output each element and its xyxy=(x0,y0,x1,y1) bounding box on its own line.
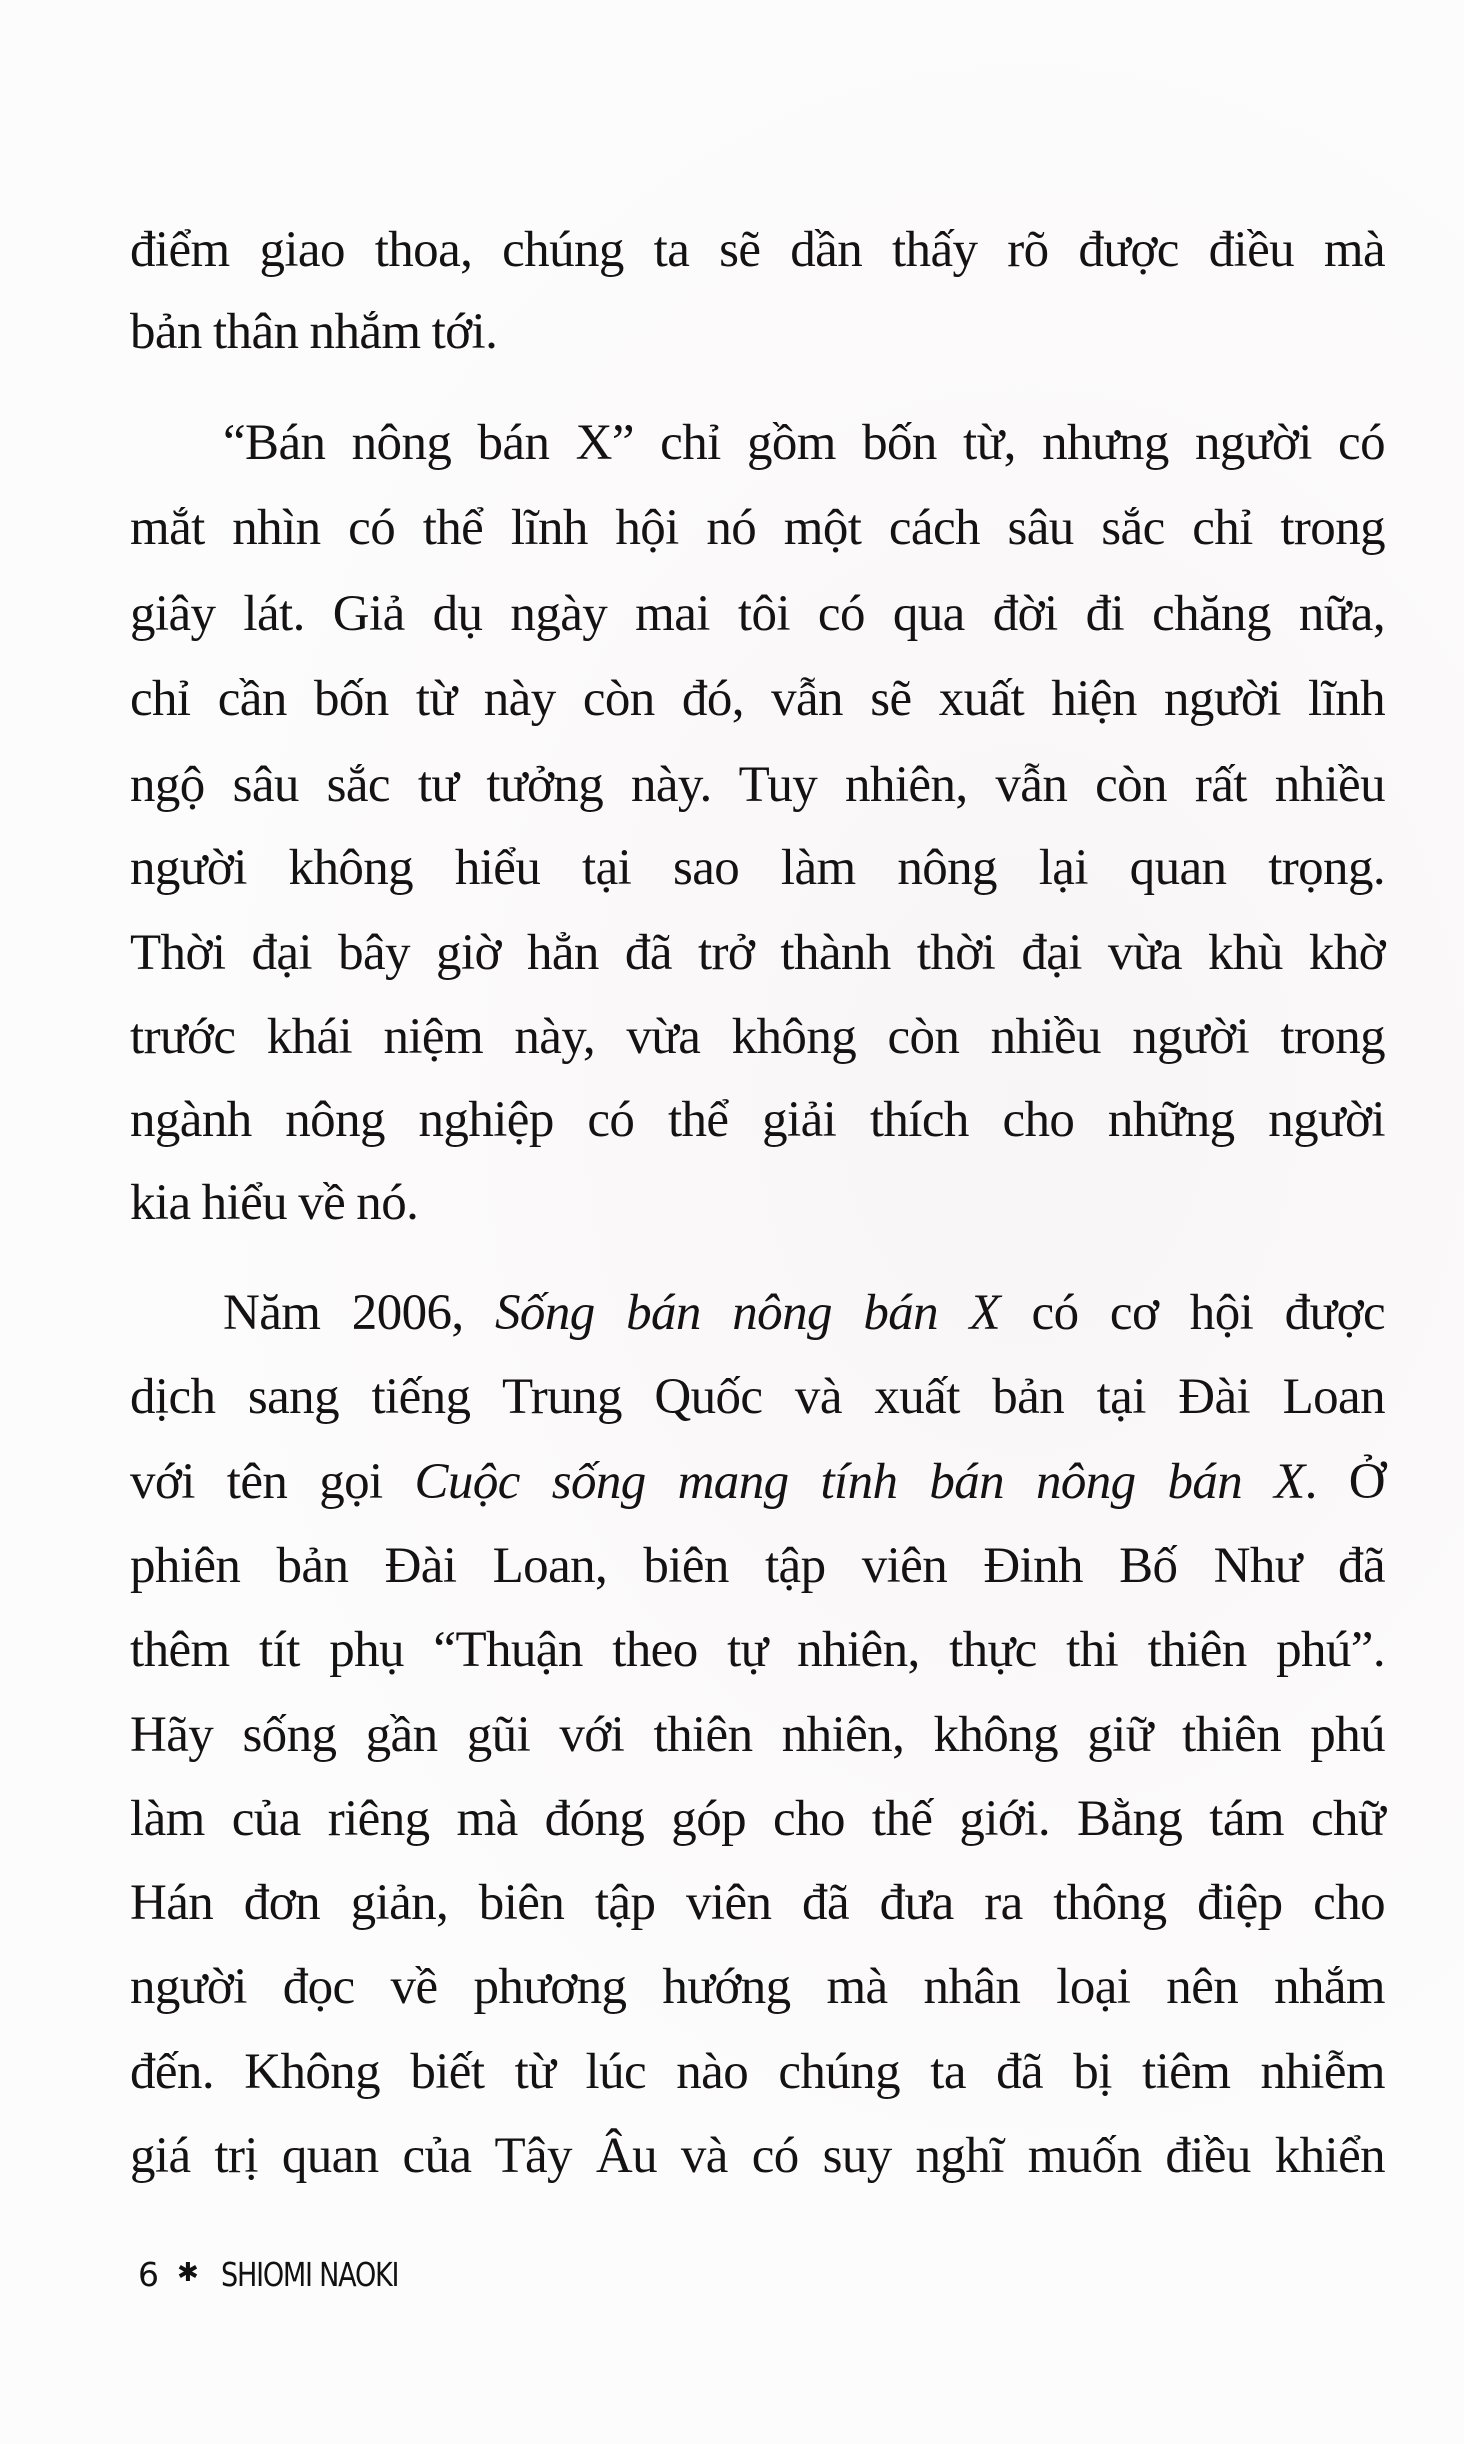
text-segment: chỉ cần bốn từ này còn đó, vẫn sẽ xuất hiện người lĩnh xyxy=(130,671,1385,727)
text-line xyxy=(223,401,1385,485)
text-segment: Hán đơn giản, biên tập viên đã đưa ra thông điệp cho xyxy=(130,1875,1385,1931)
text-segment: . Ở xyxy=(1304,1454,1385,1510)
text-line xyxy=(130,743,1385,827)
text-line xyxy=(130,1608,1385,1692)
text-line xyxy=(130,486,1385,570)
text-segment: Hãy sống gần gũi với thiên nhiên, không giữ thiên phú xyxy=(130,1707,1385,1763)
text-line xyxy=(130,1693,1385,1777)
text-segment: thêm tít phụ “Thuận theo tự nhiên, thực thi thiên phú”. xyxy=(130,1622,1385,1678)
text-line xyxy=(130,1524,1385,1608)
text-line xyxy=(130,572,1385,656)
text-segment: Năm 2006, xyxy=(223,1285,496,1341)
text-line xyxy=(130,290,1385,374)
page-footer xyxy=(138,2254,437,2294)
text-segment: kia hiểu về nó. xyxy=(130,1175,419,1231)
text-line xyxy=(130,826,1385,910)
text-line xyxy=(130,995,1385,1079)
text-line xyxy=(130,1945,1385,2029)
text-segment: dịch sang tiếng Trung Quốc và xuất bản tại Đài Loan xyxy=(130,1369,1385,1425)
text-line xyxy=(223,1271,1385,1355)
text-line xyxy=(130,2114,1385,2198)
text-segment: làm của riêng mà đóng góp cho thế giới. Bằng tám chữ xyxy=(130,1791,1385,1847)
italic-title: Cuộc sống mang tính bán nông bán X xyxy=(414,1454,1305,1510)
text-line xyxy=(130,1440,1385,1524)
text-segment: bản thân nhắm tới. xyxy=(130,304,498,360)
text-line xyxy=(130,208,1385,292)
text-line xyxy=(130,1861,1385,1945)
text-segment: người không hiểu tại sao làm nông lại quan trọng. xyxy=(130,840,1385,896)
text-segment: đến. Không biết từ lúc nào chúng ta đã bị tiêm nhiễm xyxy=(130,2044,1385,2100)
text-segment: trước khái niệm này, vừa không còn nhiều người trong xyxy=(130,1009,1385,1065)
text-line xyxy=(130,2030,1385,2114)
author-name: SHIOMI NAOKI xyxy=(220,2254,399,2294)
text-segment: “Bán nông bán X” chỉ gồm bốn từ, nhưng người có xyxy=(223,415,1385,471)
text-line xyxy=(130,1777,1385,1861)
text-segment: người đọc về phương hướng mà nhân loại nên nhắm xyxy=(130,1959,1385,2015)
text-segment: ngành nông nghiệp có thể giải thích cho những người xyxy=(130,1092,1385,1148)
text-segment: với tên gọi xyxy=(130,1454,415,1510)
text-line xyxy=(130,1078,1385,1162)
text-line xyxy=(130,657,1385,741)
text-segment: điểm giao thoa, chúng ta sẽ dần thấy rõ được điều mà xyxy=(130,222,1385,278)
text-line xyxy=(130,1161,1385,1245)
asterisk-icon: ✱ xyxy=(177,2258,199,2288)
page-number: 6 xyxy=(138,2254,159,2294)
italic-title: Sống bán nông bán X xyxy=(495,1285,1001,1341)
text-segment: phiên bản Đài Loan, biên tập viên Đinh Bố Như đã xyxy=(130,1538,1385,1594)
text-segment: có cơ hội được xyxy=(1000,1285,1385,1341)
text-line xyxy=(130,1355,1385,1439)
text-segment: mắt nhìn có thể lĩnh hội nó một cách sâu sắc chỉ trong xyxy=(130,500,1385,556)
text-line xyxy=(130,911,1385,995)
text-segment: Thời đại bây giờ hẳn đã trở thành thời đại vừa khù khờ xyxy=(130,925,1385,981)
text-segment: giá trị quan của Tây Âu và có suy nghĩ muốn điều khiển xyxy=(130,2128,1385,2184)
text-segment: ngộ sâu sắc tư tưởng này. Tuy nhiên, vẫn còn rất nhiều xyxy=(130,757,1385,813)
text-segment: giây lát. Giả dụ ngày mai tôi có qua đời đi chăng nữa, xyxy=(130,586,1385,642)
